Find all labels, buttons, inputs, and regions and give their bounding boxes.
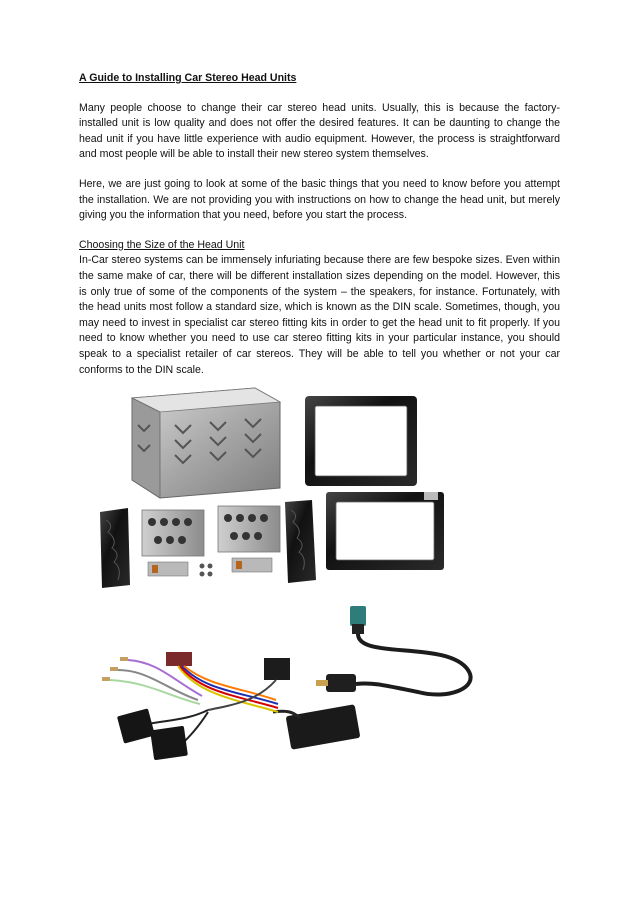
single-din-frame: [326, 492, 444, 570]
intro-paragraph: Many people choose to change their car stereo head units. Usually, this is because the factory-installed unit is low quality and does not offer the desired features. It can be daunting to change the head unit if you have little experience with audio equipment. However, the process is straightforward and most people will be able to install their new stereo system themselves.: [79, 101, 560, 161]
vehicle-connector-left: [117, 708, 155, 743]
mounting-bracket-right: [218, 506, 280, 552]
section-paragraph: In-Car stereo systems can be immensely infuriating because there are few bespoke sizes. Even within the same make of car, there will be different installation sizes depending on the model. However, this is only true of some of the components of the system – the speakers, for instance. Fortunately, with the head units most follow a standard size, which is known as the DIN scale. Sometimes, though, you may need to invest in specialist car stereo fitting kits in order to get the head unit to fit properly. If you need to know whether you need to use car stereo fitting kits in your particular instance, you should speak to a specialist retailer of car stereos. They will be able to tell you whether or not your car conforms to the DIN scale.: [79, 254, 560, 376]
trim-strip-left: [100, 508, 130, 588]
iso-connector: [166, 652, 192, 666]
section-heading: Choosing the Size of the Head Unit: [79, 238, 245, 251]
mounting-bracket-left: [142, 510, 204, 556]
scope-paragraph: Here, we are just going to look at some of the basic things that you need to know before you attempt the installation. We are not providing you with instructions on how to change the head unit, but merely giving you the information that you need, before you start the process.: [79, 177, 560, 222]
metal-cage: [132, 388, 280, 498]
harness-plug-top: [264, 658, 290, 680]
double-din-frame: [305, 396, 417, 486]
fitting-kit-illustration: [90, 380, 490, 595]
fixing-screws: [200, 564, 213, 577]
document-body: [79, 71, 560, 378]
aerial-adaptor: [316, 606, 471, 695]
vehicle-connector-right: [150, 726, 188, 760]
fitting-kit-image: [90, 380, 490, 595]
wire-pins: [102, 657, 128, 681]
wiring-harness-image: [88, 600, 498, 780]
trim-strip-right: [285, 500, 316, 583]
wiring-harness-illustration: [88, 600, 498, 780]
document-title: A Guide to Installing Car Stereo Head Units: [79, 72, 297, 84]
control-interface-box: [273, 704, 360, 750]
